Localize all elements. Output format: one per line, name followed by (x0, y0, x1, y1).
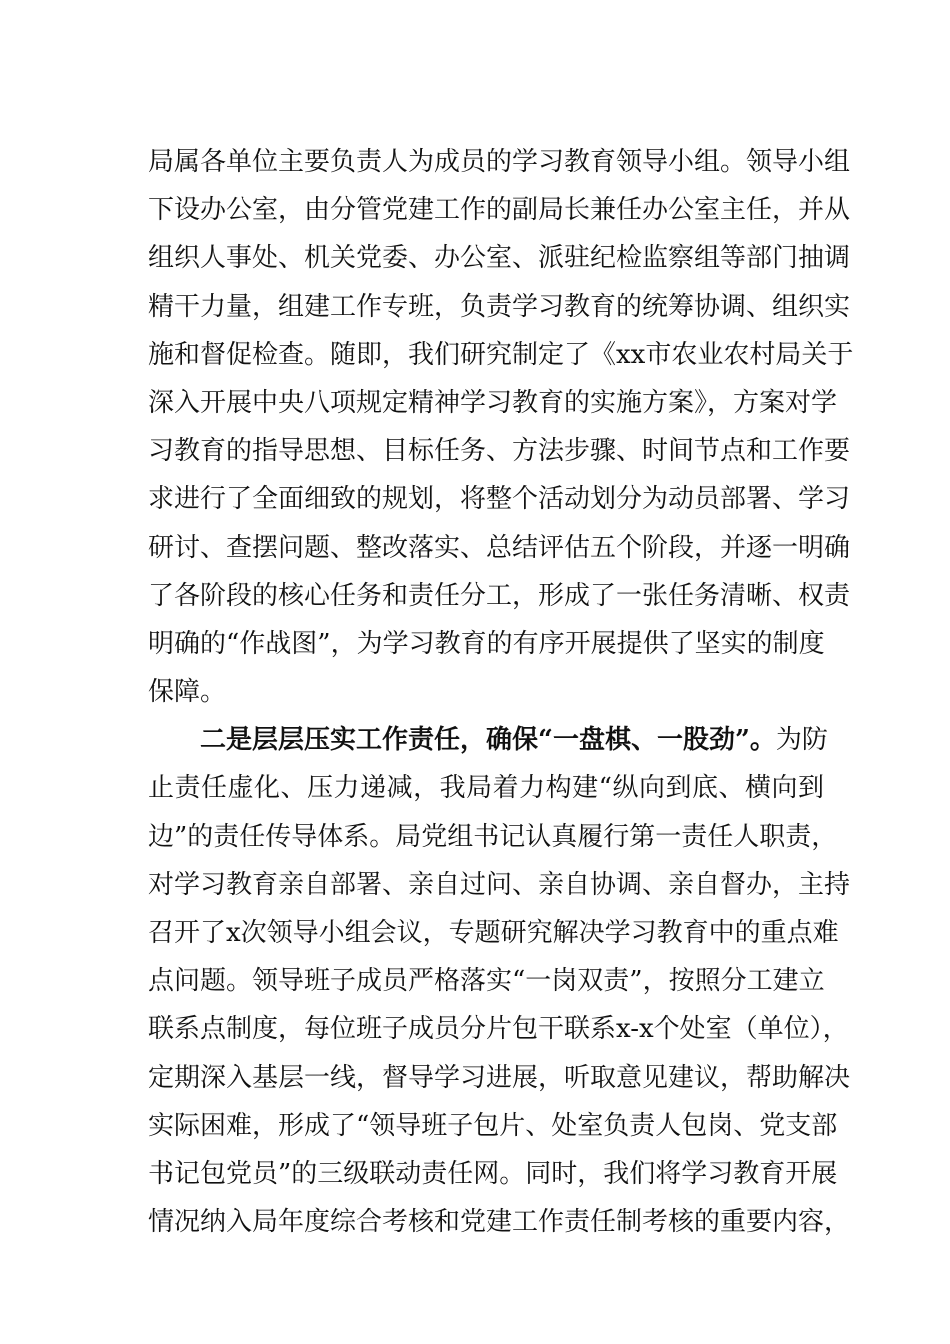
paragraph-leadership-group (148, 138, 854, 716)
paragraph-responsibility (148, 716, 851, 1246)
text-line: 止责任虚化、压力递减，我局着力构建“纵向到底、横向到 (148, 773, 824, 804)
paragraph-lead-rest: 为防 (775, 725, 828, 756)
text-line: 联系点制度，每位班子成员分片包干联系x-x个处室（单位）， (148, 1014, 849, 1045)
text-line: 习教育的指导思想、目标任务、方法步骤、时间节点和工作要 (148, 436, 851, 467)
document-body (148, 138, 854, 1246)
text-line: 召开了x次领导小组会议，专题研究解决学习教育中的重点难 (148, 918, 839, 948)
paragraph-first-line (148, 716, 828, 764)
text-line: 保障。 (148, 677, 227, 708)
text-line: 书记包党员”的三级联动责任网。同时，我们将学习教育开展 (148, 1158, 838, 1189)
text-line: 组织人事处、机关党委、办公室、派驻纪检监察组等部门抽调 (148, 243, 851, 274)
text-line: 施和督促检查。随即，我们研究制定了《xx市农业农村局关于 (148, 339, 854, 370)
paragraph-lead-heading: 二是层层压实工作责任，确保“一盘棋、一股劲”。 (200, 725, 776, 756)
text-line: 明确的“作战图”，为学习教育的有序开展提供了坚实的制度 (148, 628, 825, 659)
text-line: 情况纳入局年度综合考核和党建工作责任制考核的重要内容， (148, 1207, 851, 1238)
text-line: 点问题。领导班子成员严格落实“一岗双责”，按照分工建立 (148, 966, 825, 997)
text-line: 求进行了全面细致的规划，将整个活动划分为动员部署、学习 (148, 484, 851, 515)
text-line: 精干力量，组建工作专班，负责学习教育的统筹协调、组织实 (148, 291, 851, 322)
text-line: 了各阶段的核心任务和责任分工，形成了一张任务清晰、权责 (148, 580, 851, 611)
text-line: 下设办公室，由分管党建工作的副局长兼任办公室主任，并从 (148, 195, 851, 226)
text-line: 实际困难，形成了“领导班子包片、处室负责人包岗、党支部 (148, 1110, 838, 1141)
text-line: 定期深入基层一线，督导学习进展，听取意见建议，帮助解决 (148, 1062, 851, 1093)
text-line: 对学习教育亲自部署、亲自过问、亲自协调、亲自督办，主持 (148, 869, 851, 900)
text-line: 深入开展中央八项规定精神学习教育的实施方案》，方案对学 (148, 387, 838, 418)
text-line: 研讨、查摆问题、整改落实、总结评估五个阶段，并逐一明确 (148, 532, 851, 563)
text-line: 边”的责任传导体系。局党组书记认真履行第一责任人职责， (148, 821, 838, 852)
text-line: 局属各单位主要负责人为成员的学习教育领导小组。领导小组 (148, 147, 851, 177)
